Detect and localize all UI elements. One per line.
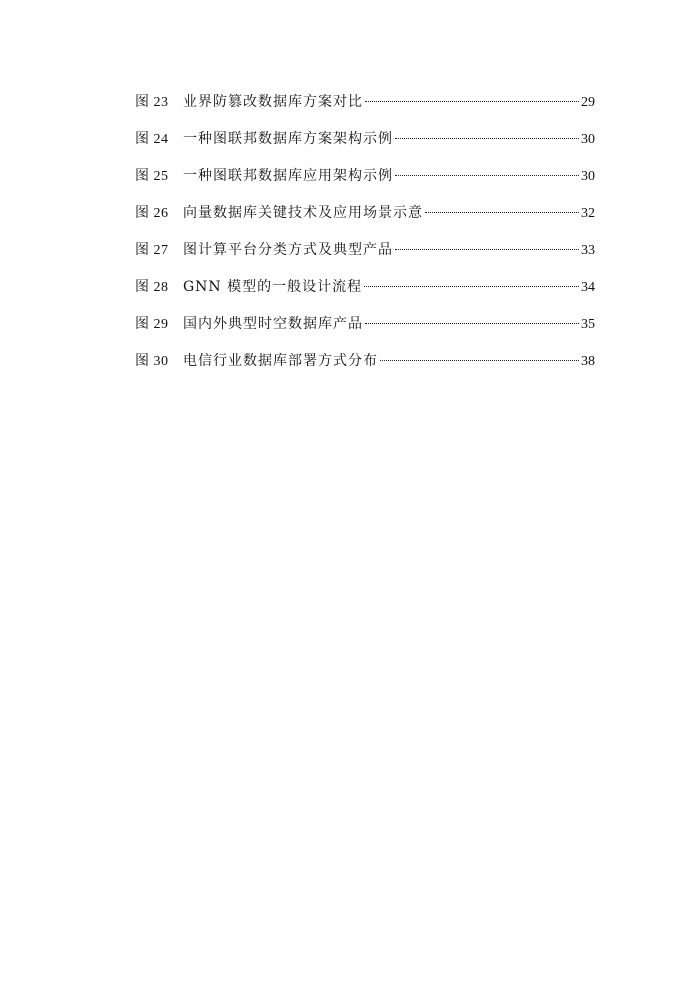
- figure-title: 业界防篡改数据库方案对比: [183, 94, 363, 110]
- page-number: 32: [581, 206, 595, 221]
- dot-leader: [425, 212, 579, 213]
- page-number: 33: [581, 243, 595, 258]
- figure-number: 图 28: [135, 280, 169, 295]
- figure-number: 图 29: [135, 317, 169, 332]
- toc-entry-fig-26[interactable]: [135, 203, 595, 240]
- toc-entry-fig-24[interactable]: [135, 129, 595, 166]
- figure-title: 向量数据库关键技术及应用场景示意: [183, 205, 423, 221]
- figure-title: 国内外典型时空数据库产品: [183, 316, 363, 332]
- page-number: 29: [581, 95, 595, 110]
- dot-leader: [365, 101, 579, 102]
- toc-entry-fig-29[interactable]: [135, 314, 595, 351]
- figure-title: 一种图联邦数据库应用架构示例: [183, 168, 393, 184]
- figure-list: [135, 92, 595, 388]
- dot-leader: [365, 323, 579, 324]
- page-number: 34: [581, 280, 595, 295]
- page-number: 30: [581, 132, 595, 147]
- figure-number: 图 25: [135, 169, 169, 184]
- dot-leader: [395, 249, 579, 250]
- figure-title: 电信行业数据库部署方式分布: [183, 353, 378, 369]
- toc-entry-fig-25[interactable]: [135, 166, 595, 203]
- toc-entry-fig-28[interactable]: [135, 277, 595, 314]
- page-number: 35: [581, 317, 595, 332]
- dot-leader: [395, 138, 579, 139]
- toc-entry-fig-23[interactable]: [135, 92, 595, 129]
- figure-title: GNN 模型的一般设计流程: [183, 279, 363, 295]
- figure-number: 图 26: [135, 206, 169, 221]
- figure-number: 图 27: [135, 243, 169, 258]
- toc-entry-fig-30[interactable]: [135, 351, 595, 388]
- toc-entry-fig-27[interactable]: [135, 240, 595, 277]
- figure-number: 图 30: [135, 354, 169, 369]
- figure-title: 一种图联邦数据库方案架构示例: [183, 131, 393, 147]
- dot-leader: [364, 286, 579, 287]
- page-number: 30: [581, 169, 595, 184]
- figure-title: 图计算平台分类方式及典型产品: [183, 242, 393, 258]
- figure-number: 图 24: [135, 132, 169, 147]
- dot-leader: [395, 175, 579, 176]
- figure-number: 图 23: [135, 95, 169, 110]
- page-number: 38: [581, 354, 595, 369]
- dot-leader: [380, 360, 579, 361]
